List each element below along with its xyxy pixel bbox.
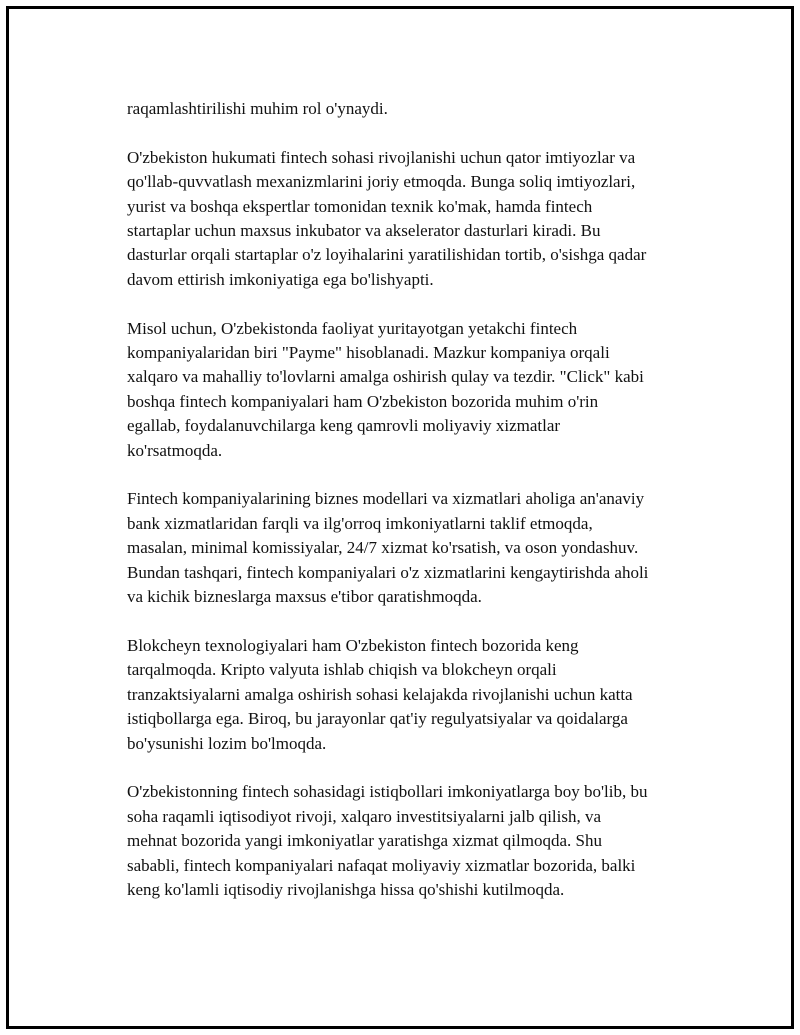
- paragraph-3: Misol uchun, O'zbekistonda faoliyat yuritayotgan yetakchi fintech kompaniyalaridan biri "Payme" hisoblanadi. Mazkur kompaniya orqali xalqaro va mahalliy to'lovlarni amalga oshirish qulay va tezdir. "Click" kabi boshqa fintech kompaniyalari ham O'zbekiston bozorida muhim o'rin egallab, foydalanuvchilarga keng qamrovli moliyaviy xizmatlar ko'rsatmoqda.: [127, 318, 644, 460]
- paragraph-6: O'zbekistonning fintech sohasidagi istiqbollari imkoniyatlarga boy bo'lib, bu soha raqamli iqtisodiyot rivoji, xalqaro investitsiyalarni jalb qilish, va mehnat bozorida yangi imkoniyatlar yaratishga xizmat qilmoqda. Shu sababli, fintech kompaniyalari nafaqat moliyaviy xizmatlar bozorida, balki keng ko'lamli iqtisodiy rivojlanishga hissa qo'shishi kutilmoqda.: [127, 782, 648, 899]
- paragraph-4: Fintech kompaniyalarining biznes modellari va xizmatlari aholiga an'anaviy bank xizmatlaridan farqli va ilg'orroq imkoniyatlarni taklif etmoqda, masalan, minimal komissiyalar, 24/7 xizmat ko'rsatish, va oson yondashuv. Bundan tashqari, fintech kompaniyalari o'z xizmatlarini kengaytirishda aholi va kichik bizneslarga maxsus e'tibor qaratishmoqda.: [127, 489, 649, 607]
- paragraph-2: O'zbekiston hukumati fintech sohasi rivojlanishi uchun qator imtiyozlar va qo'llab-quvvatlash mexanizmlarini joriy etmoqda. Bunga soliq imtiyozlari, yurist va boshqa ekspertlar tomonidan texnik ko'mak, hamda fintech startaplar uchun maxsus inkubator va akselerator dasturlari kiradi. Bu dasturlar orqali startaplar o'z loyihalarini yaratilishidan tortib, o'sishga qadar davom ettirish imkoniyatiga ega bo'lishyapti.: [127, 147, 647, 289]
- document-body: [127, 97, 707, 927]
- paragraph-1: raqamlashtirilishi muhim rol o'ynaydi.: [127, 99, 388, 118]
- page-frame: [6, 6, 794, 1029]
- paragraph-5: Blokcheyn texnologiyalari ham O'zbekiston fintech bozorida keng tarqalmoqda. Kripto valyuta ishlab chiqish va blokcheyn orqali tranzaktsiyalarni amalga oshirish sohasi kelajakda rivojlanishi uchun katta istiqbollarga ega. Biroq, bu jarayonlar qat'iy regulyatsiyalar va qoidalarga bo'ysunishi lozim bo'lmoqda.: [127, 635, 633, 753]
